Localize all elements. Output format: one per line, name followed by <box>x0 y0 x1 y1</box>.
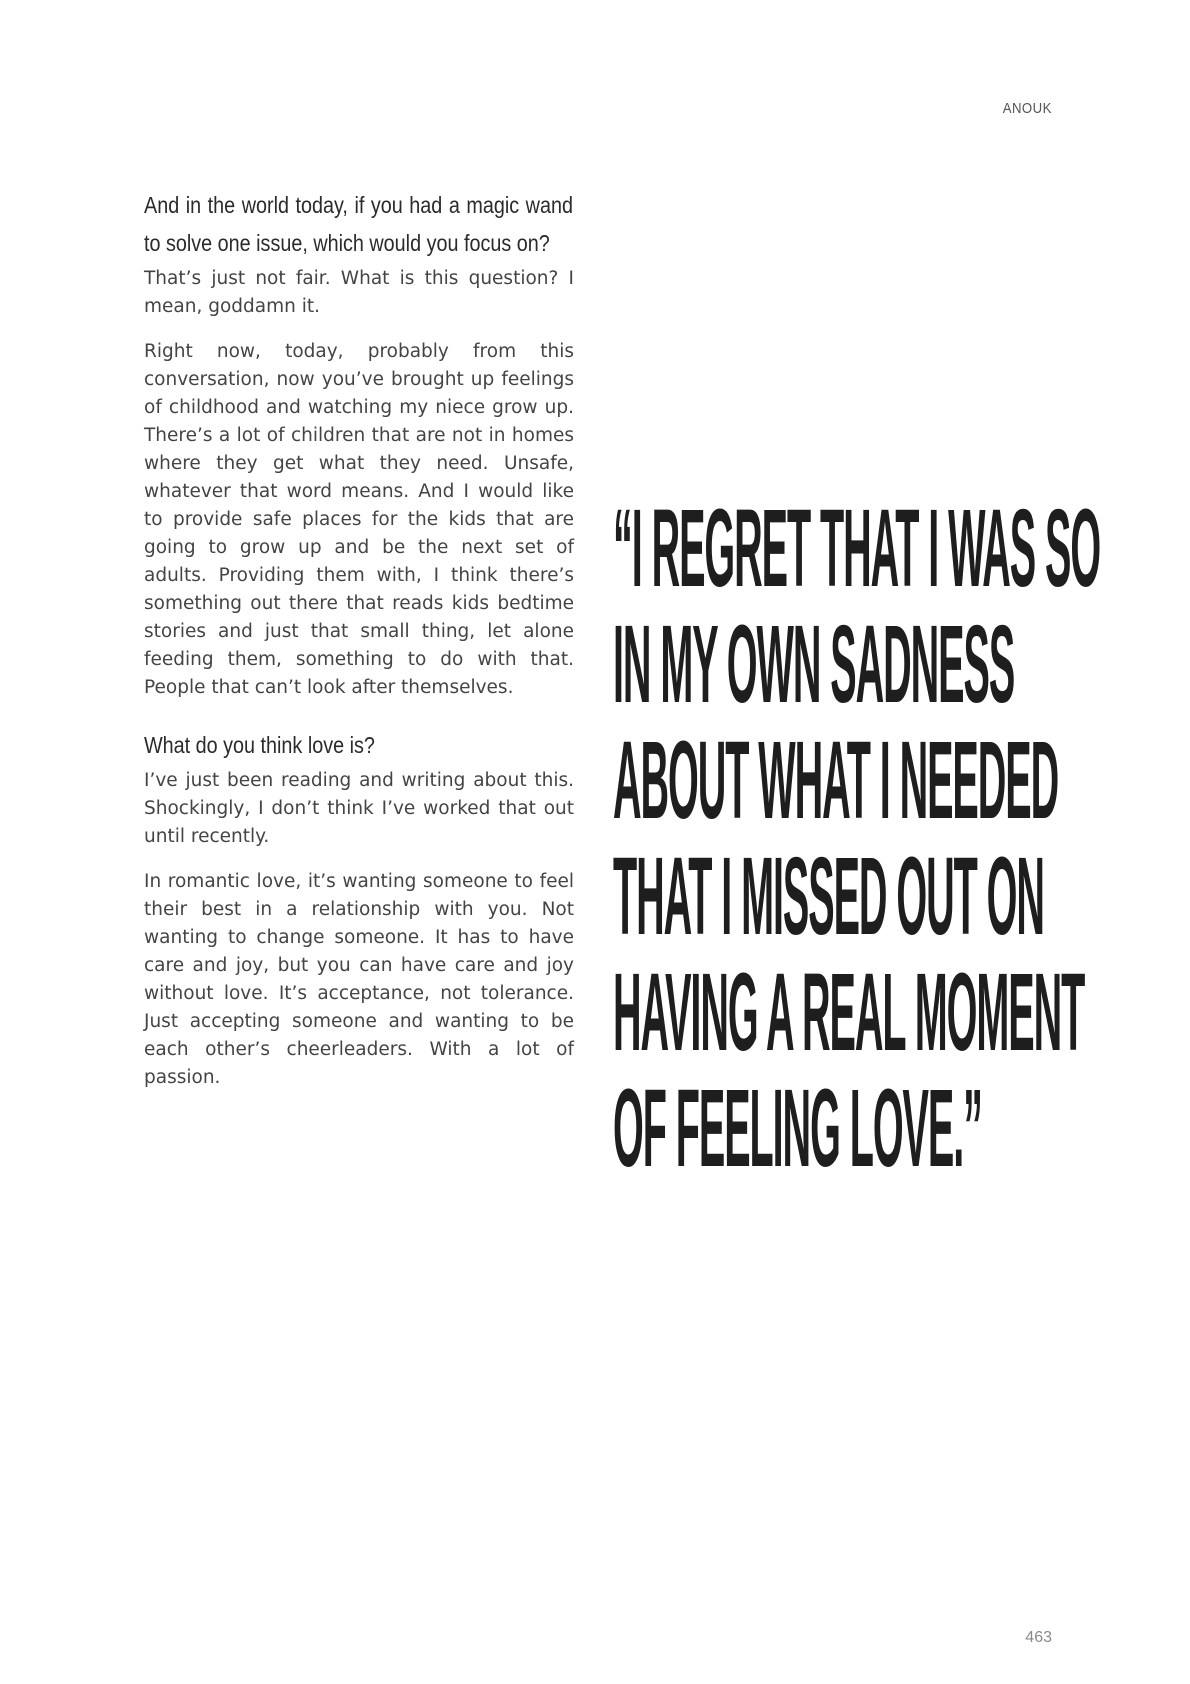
pull-quote-line: OF FEELING LOVE.” <box>613 1067 982 1190</box>
interview-answer: Right now, today, probably from this conversation, now you’ve brought up feelings of childhood and watching my niece grow up. There’s a lot of children that are not in homes where they get what they need. Unsafe, whatever that word means. And I would like to provide safe places for the kids that are going to grow up and be the next set of adults. Providing them with, I think there’s something out there that reads kids bedtime stories and just that small thing, let alone feeding them, something to do with that. People that can’t look after themselves. <box>144 341 574 698</box>
pull-quote-line: ABOUT WHAT I NEEDED <box>613 719 1059 842</box>
interview-question: What do you think love is? <box>144 732 375 758</box>
pull-quote <box>613 487 1101 1190</box>
interview-column <box>144 186 574 1092</box>
pull-quote-line: “I REGRET THAT I WAS SO <box>613 487 1101 610</box>
pull-quote-line: HAVING A REAL MOMENT <box>613 951 1085 1074</box>
interview-answer: That’s just not fair. What is this question? I mean, goddamn it. <box>144 268 574 317</box>
interview-answer: I’ve just been reading and writing about this. Shockingly, I don’t think I’ve worked that out until recently. <box>144 770 574 847</box>
pull-quote-line: IN MY OWN SADNESS <box>613 603 1015 726</box>
page-number: 463 <box>1025 1629 1052 1646</box>
interview-question: And in the world today, if you had a magic wand to solve one issue, which would you focus on? <box>144 192 573 256</box>
running-head: ANOUK <box>1002 100 1052 117</box>
interview-answer: In romantic love, it’s wanting someone to feel their best in a relationship with you. Not wanting to change someone. It has to have care and joy, but you can have care and joy without love. It’s acceptance, not tolerance. Just accepting someone and wanting to be each other’s cheerleaders. With a lot of passion. <box>144 871 574 1088</box>
pull-quote-line: THAT I MISSED OUT ON <box>613 835 1044 958</box>
